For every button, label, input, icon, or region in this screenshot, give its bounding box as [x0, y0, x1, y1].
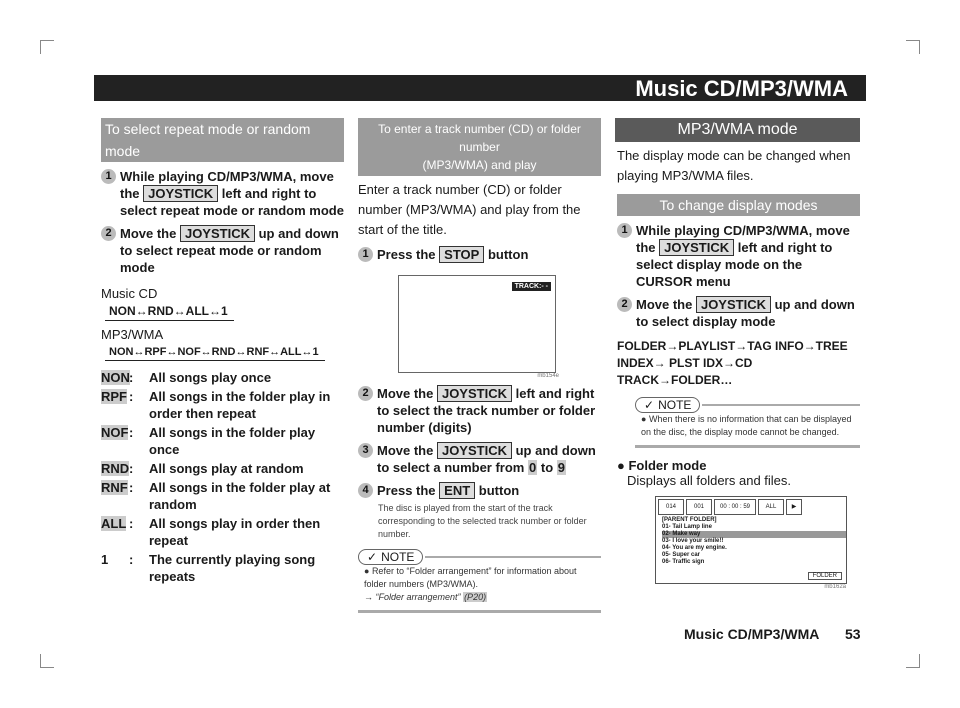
step-text-post: left and right to select the track number or folder number (digits)	[377, 386, 596, 435]
step-1	[101, 168, 344, 219]
digit-min: 0	[529, 460, 537, 475]
intro-text: The display mode can be changed when playing MP3/WMA files.	[617, 148, 851, 183]
file-item: 02- Make way	[662, 531, 846, 538]
section-band: To change display modes	[617, 194, 860, 216]
step-1	[617, 222, 860, 290]
step-number: 2	[358, 386, 373, 401]
def-desc: All songs play once	[149, 370, 272, 385]
mode-definitions	[101, 369, 344, 585]
step-text	[377, 385, 601, 436]
folder-mode-title-text: Folder mode	[628, 458, 707, 473]
step-2	[617, 296, 860, 330]
def-row: ALL : All songs play in order then repeat	[101, 515, 344, 549]
step-text	[636, 296, 860, 330]
digit-max: 9	[557, 460, 565, 475]
def-desc: The currently playing song repeats	[149, 552, 316, 584]
step-number: 3	[358, 443, 373, 458]
image-code: mb154e	[537, 373, 559, 379]
step-1	[358, 246, 601, 263]
def-row: RPF : All songs in the folder play in order then repeat	[101, 388, 344, 422]
joystick-key: JOYSTICK	[659, 239, 734, 256]
folder-mode-label: FOLDER	[808, 572, 842, 580]
step-text-to: to	[540, 460, 554, 475]
step-text-pre: Move the	[377, 443, 434, 458]
page-title: Music CD/MP3/WMA	[635, 76, 848, 101]
step-number: 1	[358, 247, 373, 262]
def-row: 1 : The currently playing song repeats	[101, 551, 344, 585]
joystick-key: JOYSTICK	[696, 296, 771, 313]
step-text-post: left and right to select repeat mode or random mode	[120, 186, 344, 218]
screen-status-bar	[656, 497, 846, 517]
step-2	[358, 385, 601, 436]
file-item: 04- You are my engine.	[662, 545, 727, 551]
def-row: RNF : All songs in the folder play at random	[101, 479, 344, 513]
folder-screen-illustration	[655, 496, 847, 584]
track-screen-illustration	[398, 275, 556, 373]
def-key: RND	[101, 461, 130, 476]
crop-mark	[919, 40, 920, 54]
section-band	[358, 118, 601, 176]
cd-label: Music CD	[101, 286, 158, 301]
band-line-2: (MP3/WMA) and play	[422, 158, 537, 172]
step-text-post: up and down to select a number from	[377, 443, 596, 475]
file-list	[656, 517, 846, 566]
joystick-key: JOYSTICK	[437, 385, 512, 402]
track-number-section	[358, 118, 601, 613]
step-text-pre: Move the	[636, 297, 693, 312]
step-4	[358, 482, 601, 499]
stop-key: STOP	[439, 246, 484, 263]
def-desc: All songs in the folder play once	[149, 425, 316, 457]
page-number: 53	[845, 626, 861, 642]
def-desc: All songs play in order then repeat	[149, 516, 321, 548]
file-item: 06- Traffic sign	[662, 559, 705, 565]
display-sequence: FOLDER→PLAYLIST→TAG INFO→TREE INDEX→ PLST IDX→CD TRACK→FOLDER…	[617, 338, 860, 389]
step-text-post: up and down to select repeat mode or random mode	[120, 226, 339, 275]
intro-text: Enter a track number (CD) or folder number (MP3/WMA) and play from the start of the title.	[358, 182, 581, 237]
crop-mark	[40, 667, 54, 668]
step-number: 2	[617, 297, 632, 312]
crop-mark	[906, 40, 920, 41]
note-header	[635, 397, 860, 413]
track-badge: TRACK:- -	[512, 282, 551, 291]
display-mode-section	[617, 118, 860, 590]
step-2	[101, 225, 344, 276]
step-number: 1	[101, 169, 116, 184]
file-item: 03- I love your smile!!	[662, 538, 724, 544]
step-text-post: button	[478, 483, 520, 498]
def-row: RND : All songs play at random	[101, 460, 344, 477]
step-text	[377, 442, 601, 476]
check-icon: ✓	[644, 398, 655, 412]
def-desc: All songs in the folder play in order then repeat	[149, 389, 331, 421]
step-text-pre: Move the	[120, 226, 177, 241]
def-key: RNF	[101, 480, 128, 495]
step-number: 1	[617, 223, 632, 238]
def-key: NON	[101, 370, 130, 385]
step-text-pre: Press the	[377, 483, 436, 498]
file-item: 01- Tail Lamp line	[662, 524, 712, 530]
page-header	[94, 75, 866, 101]
folder-mode-title: ● Folder mode	[617, 458, 707, 473]
band-line-1: To enter a track number (CD) or folder number	[378, 122, 581, 154]
def-key: NOF	[101, 425, 129, 440]
file-item: 05- Super car	[662, 552, 701, 558]
note-label: NOTE	[381, 550, 415, 564]
step-text-pre: Press the	[377, 247, 436, 262]
crop-mark	[919, 654, 920, 668]
mp3-sequence: NON↔RPF↔NOF↔RND↔RNF↔ALL↔1	[105, 346, 325, 361]
step-text-pre: While playing CD/MP3/WMA, move the	[636, 223, 850, 255]
joystick-key: JOYSTICK	[180, 225, 255, 242]
note-header	[358, 549, 601, 565]
ent-key: ENT	[439, 482, 475, 499]
note-text-2: → “Folder arrangement”	[364, 592, 461, 602]
joystick-key: JOYSTICK	[437, 442, 512, 459]
note-text: ● When there is no information that can be displayed on the disc, the display mode cannot be changed.	[641, 414, 852, 437]
crop-mark	[40, 654, 41, 668]
mp3-label: MP3/WMA	[101, 327, 164, 342]
def-key: ALL	[101, 516, 127, 531]
note-box	[358, 549, 601, 613]
step-text-post: button	[487, 247, 529, 262]
def-desc: All songs play at random	[149, 461, 304, 476]
step-number: 2	[101, 226, 116, 241]
page-ref: (P20)	[464, 592, 487, 602]
note-text-1: When there is no information that can be displayed on the disc, the display mode cannot be changed.	[641, 414, 852, 437]
step-text-pre: Move the	[377, 386, 434, 401]
time-display: 00 : 00 : 59	[714, 499, 756, 515]
step-text-pre: While playing CD/MP3/WMA, move the	[120, 169, 334, 201]
step-3	[358, 442, 601, 476]
play-icon: ▶	[786, 499, 802, 515]
step-text	[636, 222, 860, 290]
def-key: 1	[101, 552, 109, 567]
step-text	[120, 168, 344, 219]
step-text-post: left and right to select display mode on the CURSOR menu	[636, 240, 833, 289]
section-band-dark: MP3/WMA mode	[615, 118, 860, 142]
note-text-1: Refer to “Folder arrangement” for information about folder numbers (MP3/WMA).	[364, 566, 577, 589]
note-pill	[635, 397, 700, 413]
crop-mark	[40, 40, 54, 41]
section-band: To select repeat mode or random mode	[101, 118, 344, 162]
folder-mode-desc: Displays all folders and files.	[627, 473, 792, 488]
folder-count: 014	[658, 499, 684, 515]
step-number: 4	[358, 483, 373, 498]
parent-folder: [PARENT FOLDER]	[662, 517, 717, 523]
joystick-key: JOYSTICK	[143, 185, 218, 202]
mode-display: ALL	[758, 499, 784, 515]
repeat-random-section	[101, 118, 344, 585]
image-code: mb162a	[824, 584, 846, 590]
cd-sequence: NON↔RND↔ALL↔1	[105, 304, 234, 321]
check-icon: ✓	[367, 550, 378, 564]
step-text	[377, 482, 519, 499]
crop-mark	[40, 40, 41, 54]
step-text-post: up and down to select display mode	[636, 297, 855, 329]
footer-title: Music CD/MP3/WMA	[684, 626, 820, 642]
step-4-body: The disc is played from the start of the track corresponding to the selected track number or folder number.	[378, 503, 587, 539]
def-row: NOF : All songs in the folder play once	[101, 424, 344, 458]
def-desc: All songs in the folder play at random	[149, 480, 331, 512]
def-row: NON : All songs play once	[101, 369, 344, 386]
note-label: NOTE	[658, 398, 692, 412]
note-text: ● Refer to “Folder arrangement” for information about folder numbers (MP3/WMA). → “Folder arrangement” (P20)	[364, 566, 577, 602]
def-key: RPF	[101, 389, 127, 404]
note-pill	[358, 549, 423, 565]
step-text	[377, 246, 528, 263]
track-count: 001	[686, 499, 712, 515]
step-text	[120, 225, 344, 276]
crop-mark	[906, 667, 920, 668]
note-box	[617, 397, 860, 448]
